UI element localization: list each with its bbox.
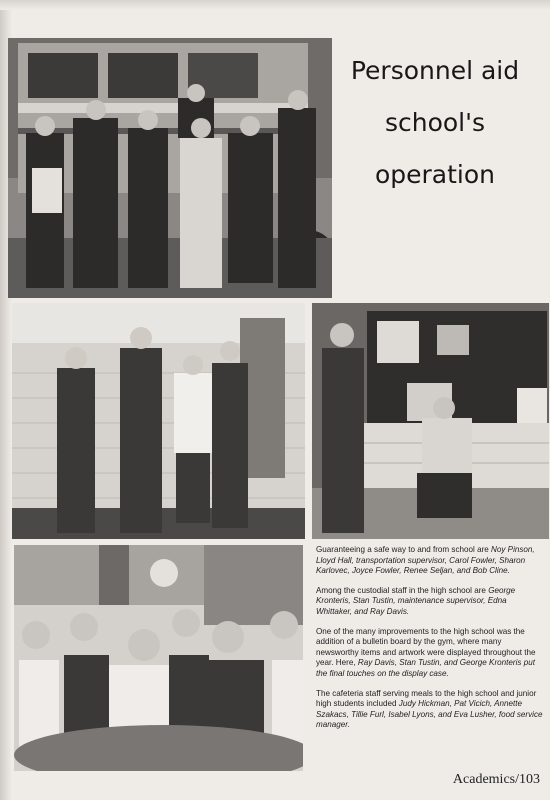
caption-lead: Guaranteeing a safe way to and from school are bbox=[316, 545, 489, 554]
caption-names: Judy Hickman, Pat Vicich, Annette Szakacs, Tillie Furl, Isabel Lyons, and Eva Lusher, food service manager. bbox=[316, 699, 543, 730]
headline-line-1: Personnel aid bbox=[350, 56, 520, 85]
captions-column bbox=[316, 545, 544, 740]
caption-lead: Among the custodial staff in the high school are bbox=[316, 585, 486, 595]
caption-names: Noy Pinson, Lloyd Hall, transportation supervisor, Carol Fowler, Sharon Karlovec, Joyce Fowler, Renee Seljan, and Bob Cline. bbox=[316, 545, 535, 576]
photo-transportation-staff bbox=[8, 38, 332, 298]
caption-cafeteria bbox=[316, 689, 544, 731]
photo-bulletin-board bbox=[312, 303, 549, 539]
caption-names: Ray Davis, Stan Tustin, and George Kronteris put the final touches on the display case. bbox=[316, 658, 535, 678]
headline-line-2: school's bbox=[384, 108, 486, 137]
caption-lead: One of the many improvements to the high school was the addition of a bulletin board by the gym, where many newsworthy items and artwork were displayed throughout the year. Here, bbox=[316, 626, 536, 668]
page-headline bbox=[330, 45, 540, 201]
caption-bulletin-board bbox=[316, 627, 544, 680]
caption-transportation bbox=[316, 545, 544, 577]
caption-custodial bbox=[316, 586, 544, 618]
page-top-shadow bbox=[0, 0, 550, 10]
caption-lead: The cafeteria staff serving meals to the high school and junior high students included bbox=[316, 688, 537, 709]
photo-cafeteria-staff bbox=[14, 545, 303, 771]
headline-line-3: operation bbox=[374, 160, 496, 189]
caption-names: George Kronteris, Stan Tustin, maintenance supervisor, Edna Whittaker, and Ray Davis. bbox=[316, 585, 516, 616]
photo-custodial-staff bbox=[12, 303, 305, 539]
page-folio: Academics/103 bbox=[452, 772, 540, 787]
